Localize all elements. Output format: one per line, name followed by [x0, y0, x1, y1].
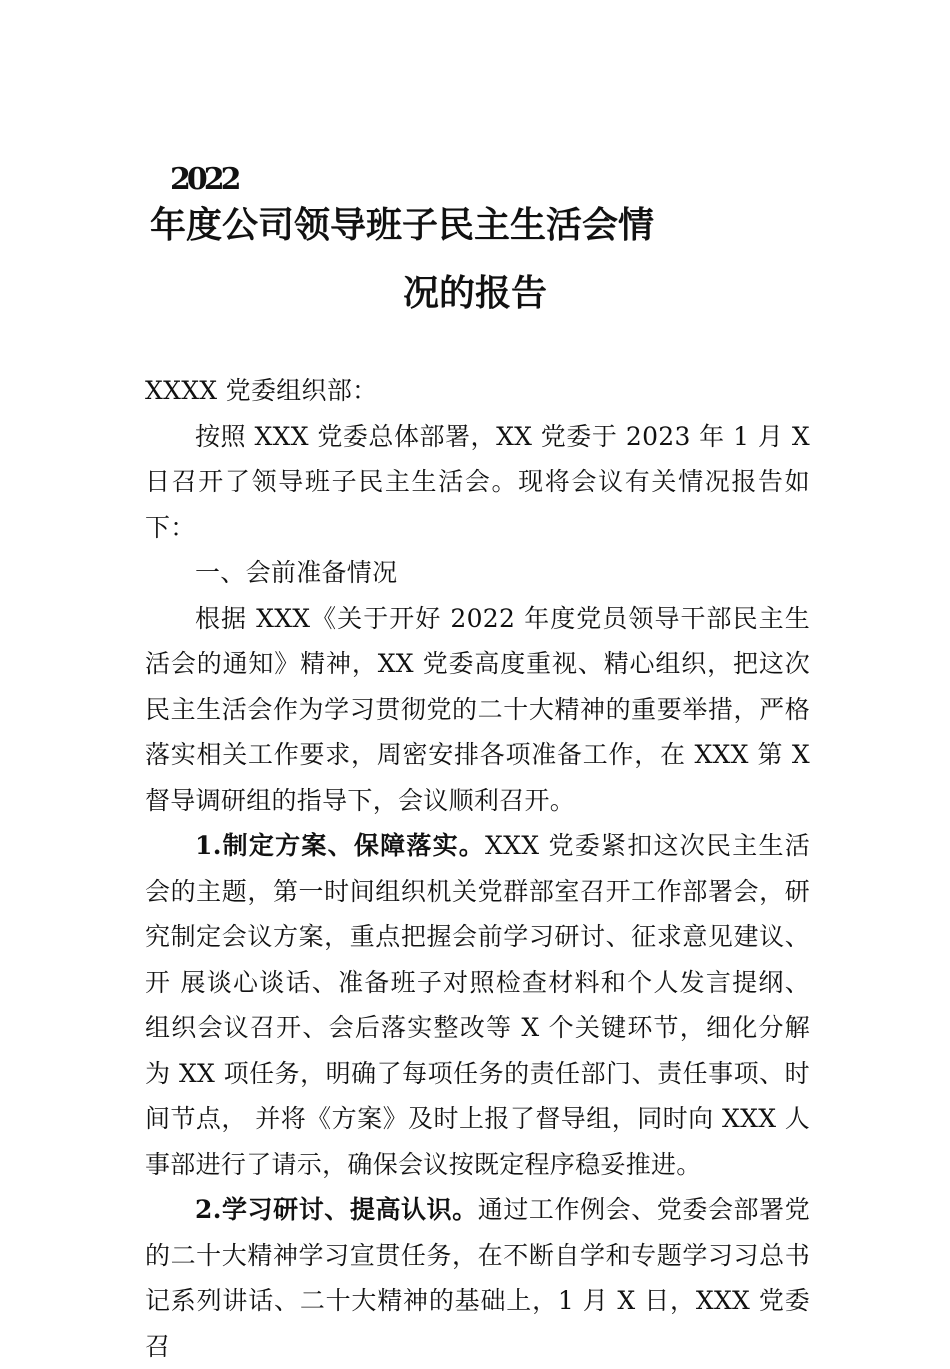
title-line-2: 况的报告 — [402, 272, 547, 314]
title-year: 2022 — [170, 162, 238, 197]
section-1-heading: 一、会前准备情况 — [195, 558, 398, 587]
section-1-paragraph: 根据 XXX《关于开好 2022 年度党员领导干部民主生活会的通知》精神，XX 党委高度重视、精心组织，把这次民主生活会作为学习贯彻党的二十大精神的重要举措，严格落实相关工作要求，周密安排各项准备工作，在 XXX 第 X 督导调研组的指导下，会议顺利召开。 — [145, 603, 810, 815]
title-line-1: 年度公司领导班子民主生活会情 — [150, 204, 655, 246]
item-1-heading: 1.制定方案、保障落实。 — [195, 831, 486, 860]
document-body — [145, 368, 810, 1369]
item-2-paragraph — [145, 1187, 810, 1369]
item-2-heading: 2.学习研讨、提高认识。 — [195, 1195, 478, 1224]
item-1-paragraph — [145, 823, 810, 1187]
item-1-body: XXX 党委紧扣这次民主生活会的主题，第一时间组织机关党群部室召开工作部署会，研究制定会议方案，重点把握会前学习研讨、征求意见建议、开 展谈心谈话、准备班子对照检查材料和个人发言提纲、组织会议召开、会后落实整改等 X 个关键环节，细化分解为 XX 项任务，明确了每项任务的责任部门、责任事项、时间节点， 并将《方案》及时上报了督导组，同时向 XXX 人事部进行了请示，确保会议按既定程序稳妥推进。 — [145, 831, 810, 1179]
salutation: XXXX 党委组织部： — [145, 376, 378, 405]
intro-paragraph: 按照 XXX 党委总体部署，XX 党委于 2023 年 1 月 X 日召开了领导班子民主生活会。现将会议有关情况报告如下： — [145, 421, 810, 542]
item-2-body: 通过工作例会、党委会部署党的二十大精神学习宣贯任务，在不断自学和专题学习习总书记系列讲话、二十大精神的基础上，1 月 X 日，XXX 党委召 — [145, 1195, 811, 1361]
